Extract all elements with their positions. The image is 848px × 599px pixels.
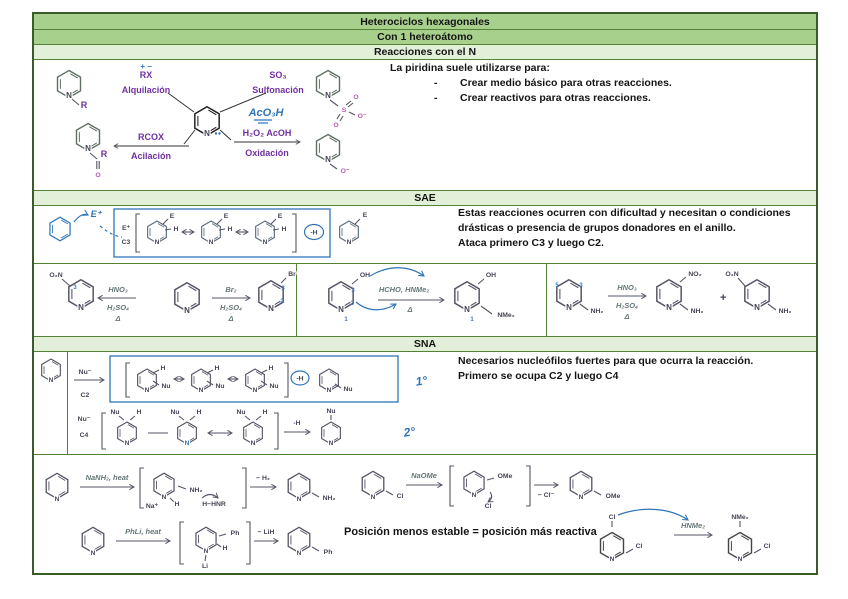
dichloropyridine: [601, 514, 643, 563]
atom-nu: Nu: [326, 408, 336, 415]
subtitle-text: Con 1 heteroátomo: [377, 31, 473, 43]
chloropyridine: [362, 471, 403, 501]
nitropyridine-product: [49, 272, 93, 312]
sna-c4-product: [322, 408, 341, 447]
atom-h: H: [136, 409, 142, 416]
methoxypyridine-product: [570, 471, 620, 501]
reagent-h2so4: H₂SO₄: [615, 301, 639, 310]
atom-n: N: [184, 306, 190, 315]
central-pyridine: [195, 107, 221, 138]
o2n-group: O₂N: [725, 271, 739, 278]
atom-h: H: [227, 226, 233, 233]
atom-o: O: [95, 172, 101, 179]
br-group: Br: [288, 271, 296, 278]
o2n-group: O₂N: [49, 272, 63, 279]
chichibabin-scheme: [36, 460, 344, 514]
reagent-delta: Δ: [407, 305, 413, 314]
c2-label: C2: [80, 392, 90, 399]
cl-leaving-group: Cl: [484, 503, 492, 510]
sna-notes-text: [458, 354, 818, 384]
phli-scheme: [36, 516, 346, 574]
nu-minus-label: Nu⁻: [78, 369, 92, 376]
reagent-phli: PhLi, heat: [125, 527, 161, 536]
no2-group: NO₂: [688, 271, 702, 278]
atom-e: E: [277, 213, 283, 220]
sna-c2-mechanism: [70, 353, 450, 405]
reagent-delta: Δ: [115, 314, 121, 323]
sae-mechanism-diagram: [36, 206, 456, 262]
reagent-h2so4: H₂SO₄: [219, 303, 243, 312]
sna-highlight-box: [110, 356, 398, 402]
reagent-mannich: HCHO, HNMe₂: [378, 285, 430, 294]
cell-divider: [546, 263, 547, 336]
atom-n: N: [754, 303, 760, 312]
cell-divider: [67, 351, 68, 454]
atom-n: N: [566, 303, 572, 312]
reactivity-note: Posición menos estable = posición más reactiva: [344, 526, 597, 538]
atom-nu: Nu: [269, 383, 279, 390]
sna-c2-product: [320, 369, 353, 394]
sae-resonance-3: [256, 213, 287, 246]
mannich-scheme: [298, 264, 544, 335]
atom-n: N: [471, 492, 477, 499]
atom-h: H: [214, 365, 220, 372]
reagent-naome: NaOMe: [411, 471, 437, 480]
sulfonation-label: Sulfonación: [252, 85, 304, 95]
atom-n: N: [90, 550, 96, 557]
atom-n: N: [250, 440, 256, 447]
atom-n: N: [54, 496, 60, 503]
atom-n: N: [78, 303, 84, 312]
atom-n: N: [464, 305, 470, 314]
sae-note-1: Estas reacciones ocurren con dificultad y necesitan o condiciones drásticas o presencia de grupos donadores en el anillo.: [458, 207, 791, 234]
oh-group: OH: [485, 272, 497, 279]
section-sna: [34, 336, 816, 351]
n-alkyl-product: [58, 71, 88, 111]
atom-n: N: [346, 239, 352, 246]
sae-product: [340, 212, 368, 246]
sna-c4-resonance-1: [110, 409, 141, 447]
minus-cl-label: − Cl⁻: [537, 492, 555, 499]
atom-n: N: [208, 239, 214, 246]
reagent-delta: Δ: [624, 312, 630, 321]
sna-c2-resonance-2: [192, 365, 225, 394]
alkylation-label: Alquilación: [121, 85, 171, 95]
ph-group: Ph: [230, 530, 240, 537]
sna-note-1: Necesarios nucleófilos fuertes para que ocurra la reacción.: [458, 355, 754, 367]
position-1: 1: [470, 317, 474, 323]
phenylpyridine-product: [288, 527, 332, 557]
nitration-bromination-scheme: [36, 264, 294, 335]
cl-group: Cl: [396, 493, 404, 500]
oxidation-reagent: H₂O₂ AcOH: [242, 128, 292, 138]
reagent-nanh2: NaNH₂, heat: [85, 473, 129, 482]
atom-s: S: [341, 107, 347, 114]
phli-intermediate: [196, 527, 239, 570]
atom-n: N: [370, 494, 376, 501]
atom-h: H: [174, 501, 180, 508]
section-sae: [34, 190, 816, 205]
atom-n: N: [85, 144, 91, 153]
atom-o-minus: O⁻: [340, 168, 350, 175]
n-oxide-product: [317, 135, 350, 176]
position-5: 5: [555, 283, 559, 289]
mannich-product: [455, 272, 515, 323]
aminopyridine-product: [288, 473, 335, 503]
sna-c4-resonance-2: [170, 409, 201, 447]
atom-n: N: [609, 556, 615, 563]
nh2-group: NH₂: [189, 487, 203, 494]
nu-minus-label: Nu⁻: [77, 416, 91, 423]
position-1: 1: [344, 317, 348, 323]
minus-h2-label: − H₂: [256, 475, 270, 482]
atom-n: N: [154, 239, 160, 246]
atom-e: E: [362, 212, 368, 219]
uses-bullet-2: [390, 91, 814, 106]
ome-group: OMe: [497, 473, 513, 480]
cl-group: Cl: [763, 543, 771, 550]
position-2: 2: [280, 299, 284, 305]
pyridine-n-reactions-diagram: [34, 60, 422, 190]
minus-lih-label: − LiH: [257, 529, 275, 536]
page-title: [34, 14, 816, 29]
bullet-text: Crear reactivos para otras reacciones.: [460, 92, 651, 104]
li-label: Li: [201, 563, 209, 570]
atom-n: N: [325, 155, 331, 164]
atom-n: N: [184, 440, 190, 447]
nh2-group: NH₂: [690, 308, 704, 315]
order-first-handnote: 1°: [414, 373, 429, 389]
oxidation-handnote: AcO₃H: [248, 107, 284, 119]
atom-nu: Nu: [236, 409, 246, 416]
main-table: [32, 12, 818, 575]
sae-note-2: Ataca primero C3 y luego C2.: [458, 237, 604, 249]
atom-n: N: [124, 440, 130, 447]
uses-intro: La piridina suele utilizarse para:: [390, 62, 550, 74]
reagent-h2so4: H₂SO₄: [106, 303, 130, 312]
atom-nu: Nu: [215, 383, 225, 390]
atom-n: N: [262, 239, 268, 246]
position-3: 3: [281, 286, 285, 292]
alkylation-handnote: + −: [140, 62, 152, 71]
r-group: R: [80, 100, 88, 110]
nitro5-aminopyridine-product: [725, 271, 791, 315]
bullet-dash: -: [434, 92, 438, 104]
atom-n: N: [325, 91, 331, 100]
order-second-handnote: 2°: [402, 424, 417, 440]
atom-n: N: [252, 387, 258, 394]
chichibabin-intermediate: [146, 473, 226, 510]
handwritten-dichloropyridine-scheme: [590, 509, 820, 573]
h-hnr-label: H−HNR: [202, 501, 226, 508]
atom-h: H: [160, 365, 166, 372]
nh2-group: NH₂: [778, 308, 792, 315]
reagent-delta: Δ: [228, 314, 234, 323]
sna-pyridine: [37, 354, 67, 390]
sna-c2-resonance-1: [138, 365, 171, 394]
nitro-aminopyridine-product: [657, 271, 704, 315]
handwritten-benzene-eplus: [50, 209, 122, 241]
acylation-label: Acilación: [130, 151, 172, 161]
pyridine-uses-text: [390, 61, 814, 106]
atom-o-minus: O⁻: [357, 113, 367, 120]
lone-pair-dot: [215, 132, 217, 134]
atom-o: O: [333, 122, 339, 129]
uses-bullet-1: [390, 76, 814, 91]
atom-n: N: [296, 550, 302, 557]
atom-n: N: [338, 305, 344, 314]
atom-h: H: [196, 409, 202, 416]
sulfonation-reagent: SO₃: [269, 70, 287, 80]
pyridine: [175, 283, 199, 315]
oxidation-label: Oxidación: [245, 148, 289, 158]
nme2-group: NMe₂: [497, 312, 515, 319]
e-plus-label: E⁺: [90, 209, 102, 219]
nme2-group: NMe₂: [731, 514, 749, 521]
plus-sign: +: [720, 292, 727, 304]
sae-notes-text: [458, 206, 826, 251]
atom-n: N: [268, 304, 274, 313]
sae-resonance-2: [202, 213, 233, 246]
position-3: 3: [579, 283, 583, 289]
atom-n: N: [737, 556, 743, 563]
atom-n: N: [66, 91, 72, 100]
cl-group: Cl: [608, 514, 616, 521]
atom-n: N: [296, 496, 302, 503]
sna-c2-resonance-3: [246, 365, 279, 394]
reagent-hnme2: HNMe₂: [680, 521, 706, 530]
sae-text: SAE: [414, 192, 436, 204]
nme2-pyridine-product: [729, 514, 771, 563]
position-3: 3: [73, 285, 77, 291]
reagent-br2: Br₂: [225, 285, 237, 294]
reagent-hno3: HNO₃: [617, 283, 637, 292]
acylation-reagent: RCOX: [137, 132, 165, 142]
atom-n: N: [48, 377, 54, 384]
atom-e: E: [223, 213, 229, 220]
atom-h: H: [281, 226, 287, 233]
atom-n: N: [144, 387, 150, 394]
naome-substitution-scheme: [342, 460, 652, 514]
position-2: 2: [350, 301, 354, 307]
atom-nu: Nu: [161, 383, 171, 390]
cell-divider: [296, 263, 297, 336]
alkylation-reagent: RX: [139, 70, 153, 80]
cl-group: Cl: [635, 543, 643, 550]
atom-h: H: [262, 409, 268, 416]
r-group: R: [100, 149, 108, 159]
reagent-hno3: HNO₃: [108, 285, 128, 294]
bromopyridine-product: [259, 271, 296, 313]
sna-note-2: Primero se ocupa C2 y luego C4: [458, 370, 619, 382]
minus-h-label: -H: [296, 375, 304, 383]
atom-n: N: [204, 129, 210, 138]
minus-h-label: -H: [310, 229, 318, 237]
na-counterion: Na⁺: [145, 503, 159, 510]
atom-n: N: [326, 387, 332, 394]
atom-n: N: [198, 387, 204, 394]
atom-n: N: [203, 548, 209, 555]
c4-label: C4: [79, 432, 89, 439]
atom-h: H: [268, 365, 274, 372]
ome-group: OMe: [605, 493, 621, 500]
atom-n: N: [328, 440, 334, 447]
nh2-group: NH₂: [322, 495, 336, 502]
sae-resonance-1: [148, 213, 179, 246]
sna-c4-mechanism: [70, 405, 450, 457]
meisenheimer-intermediate: [464, 471, 513, 510]
subtitle-row: [34, 29, 816, 44]
hydroxypyridine: [329, 272, 370, 323]
atom-n: N: [578, 494, 584, 501]
ph-group: Ph: [323, 549, 333, 556]
atom-h: H: [173, 226, 179, 233]
atom-nu: Nu: [170, 409, 180, 416]
atom-nu: Nu: [110, 409, 120, 416]
sae-highlight-box: [114, 209, 330, 257]
nh2-group: NH₂: [590, 308, 604, 315]
atom-n: N: [161, 494, 167, 501]
section-reacciones-n: [34, 44, 816, 59]
title-text: Heterociclos hexagonales: [360, 15, 490, 28]
sae-e-label: E⁺: [121, 225, 131, 232]
oh-group: OH: [359, 272, 371, 279]
aminopyridine-nitration-scheme: [548, 264, 818, 335]
atom-h: H: [222, 545, 228, 552]
atom-n: N: [666, 303, 672, 312]
bullet-text: Crear medio básico para otras reacciones.: [460, 77, 672, 89]
atom-nu: Nu: [343, 386, 353, 393]
sae-c3-label: C3: [121, 239, 131, 246]
sulfonation-product: [317, 71, 367, 130]
bullet-dash: -: [434, 77, 438, 89]
atom-e: E: [169, 213, 175, 220]
sna-text: SNA: [413, 338, 437, 350]
minus-h-label: -H: [293, 420, 301, 427]
reacciones-n-text: Reacciones con el N: [373, 46, 477, 58]
position-3: 3: [351, 288, 355, 294]
lone-pair-dot: [218, 132, 220, 134]
sna-c4-resonance-3: [236, 409, 267, 447]
atom-o: O: [353, 94, 359, 101]
n-acyl-product: [77, 124, 108, 180]
aminopyridine: [555, 280, 603, 315]
